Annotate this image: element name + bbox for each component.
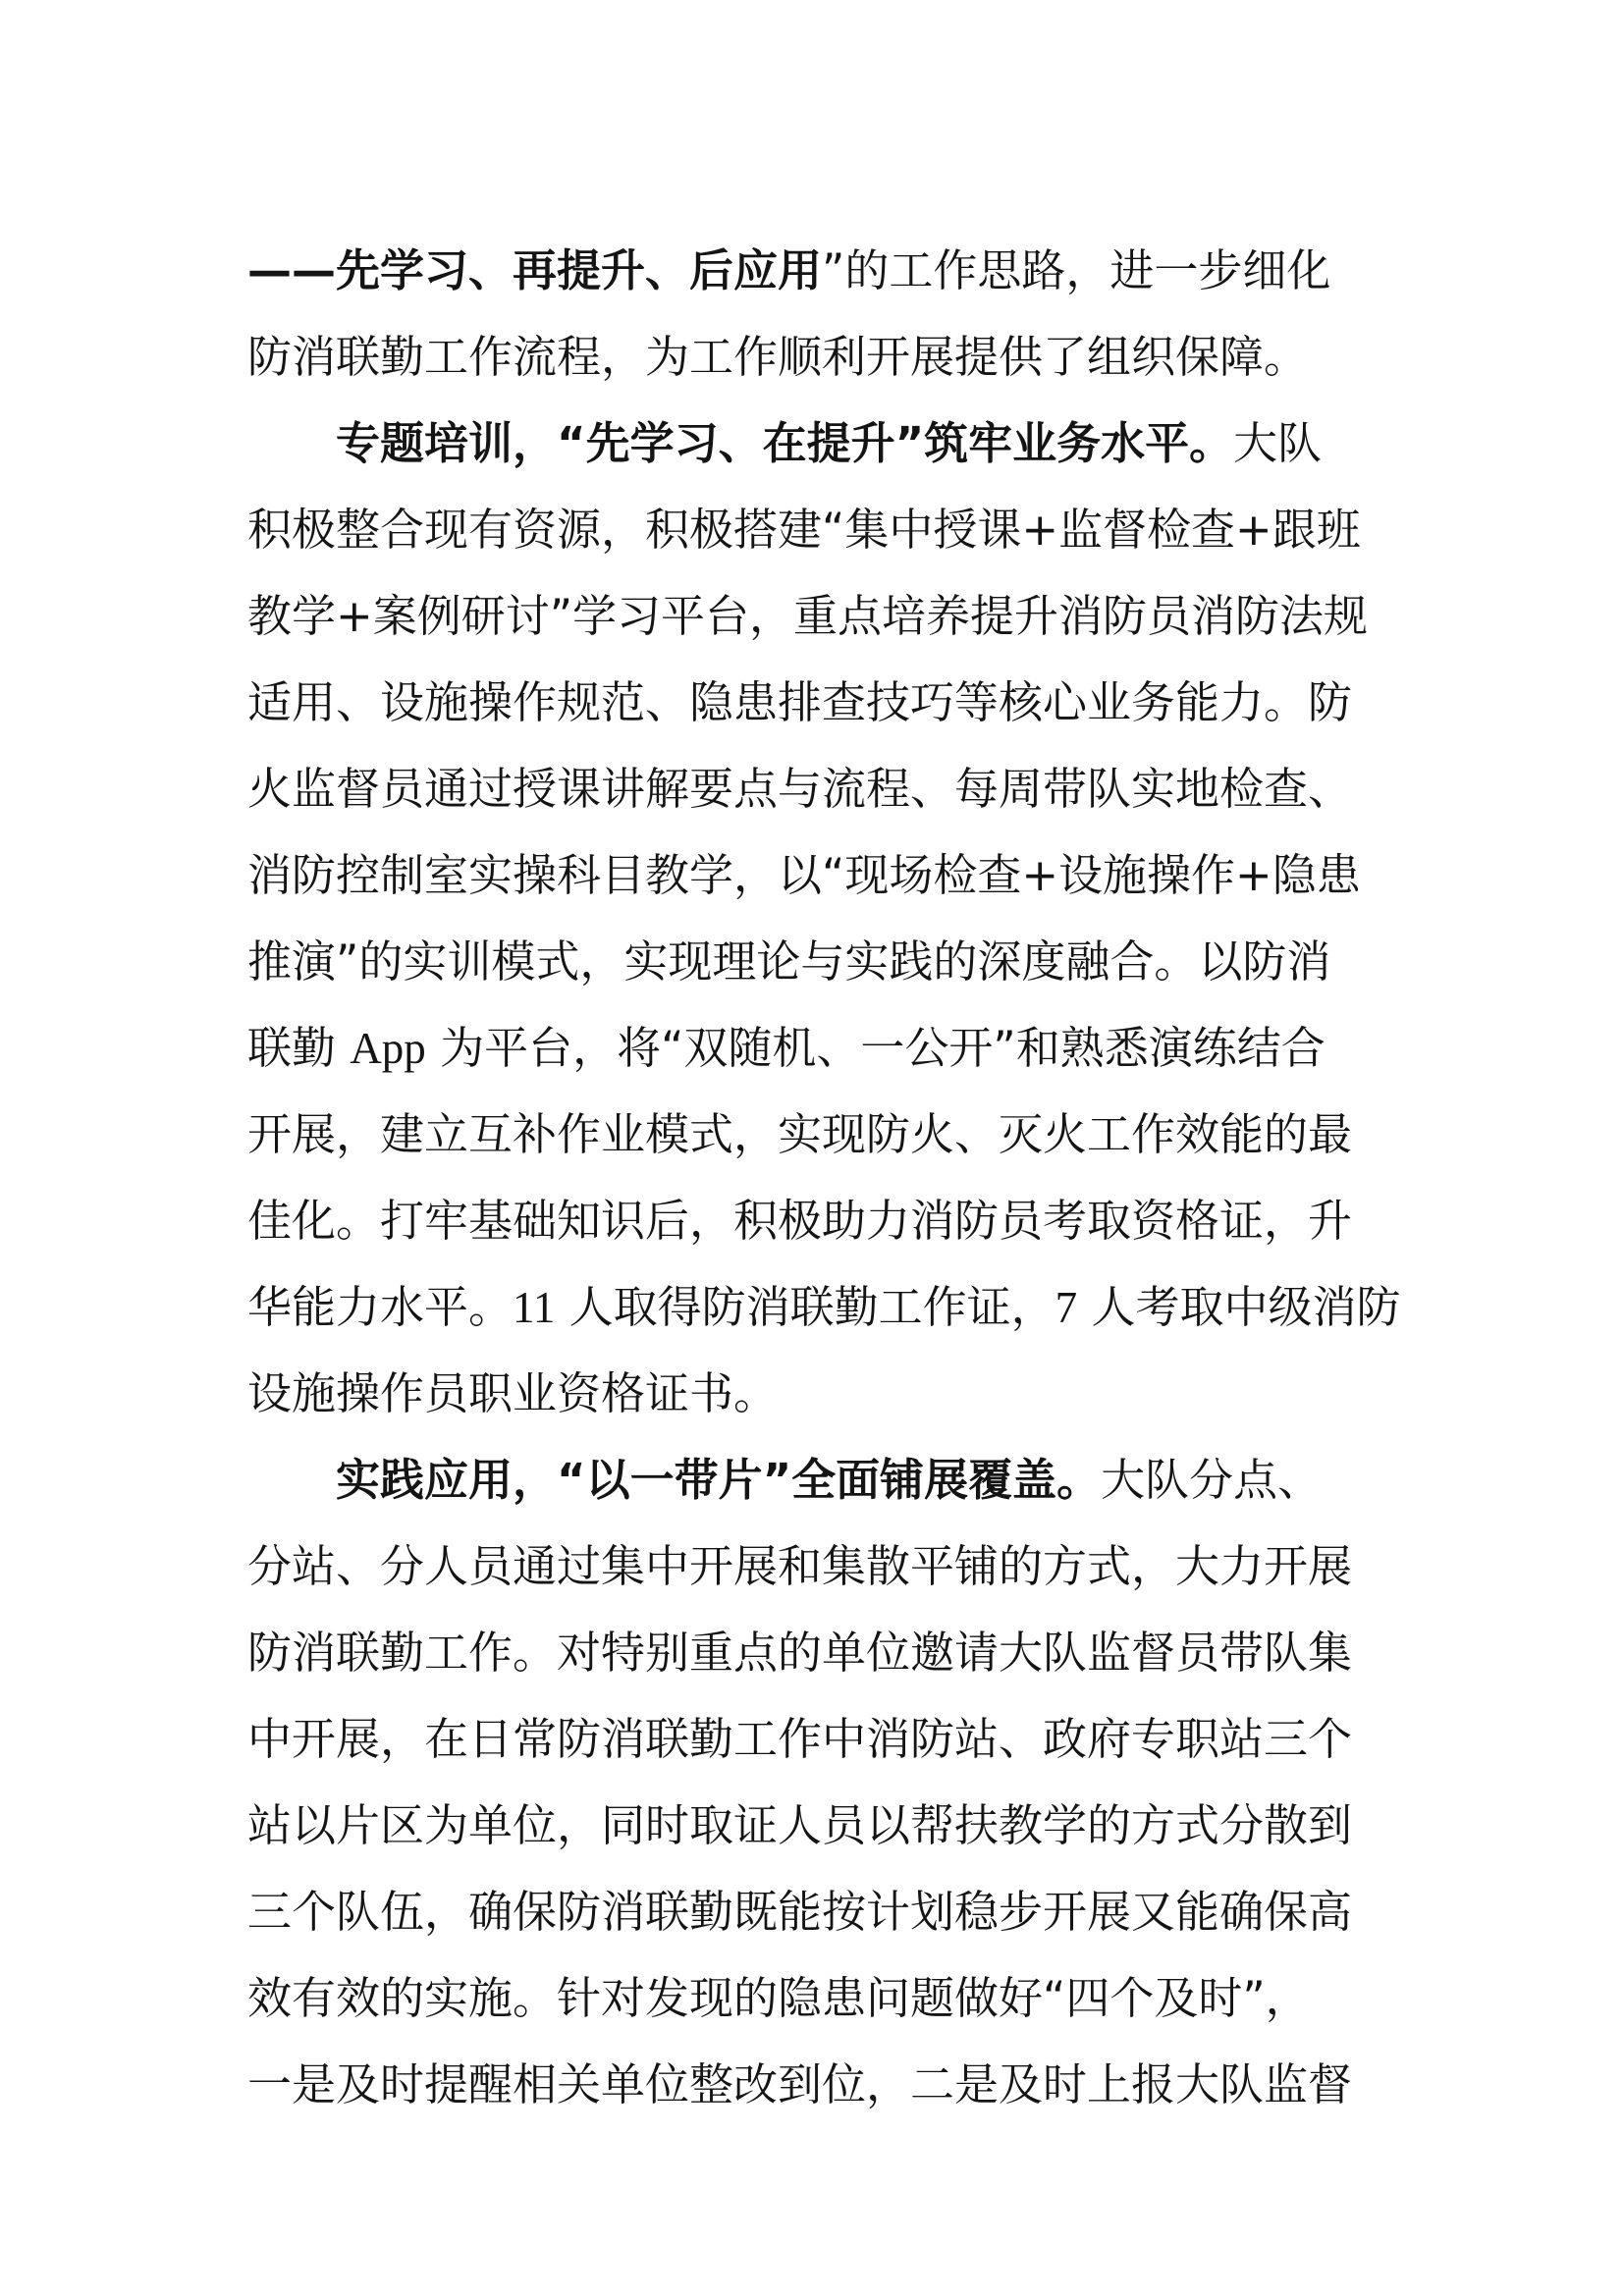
paragraph-2-line-12: 设施操作员职业资格证书。 xyxy=(247,1367,779,1419)
paragraph-3-line-3: 防消联勤工作。对特别重点的单位邀请大队监督员带队集 xyxy=(247,1627,1353,1679)
line-text: ”的工作思路，进一步细化 xyxy=(822,244,1331,296)
number-seven: 7 xyxy=(1055,1283,1078,1332)
paragraph-2-line-2: 积极整合现有资源，积极搭建“集中授课+监督检查+跟班 xyxy=(247,504,1361,556)
paragraph-2-line-8 xyxy=(247,1005,1386,1092)
line-text: 联勤 xyxy=(247,1022,351,1074)
line-text: 大队分点、 xyxy=(1101,1454,1323,1506)
paragraph-2-line-6: 消防控制室实操科目教学，以“现场检查+设施操作+隐患 xyxy=(247,849,1361,901)
paragraph-2-line-1 xyxy=(247,400,1386,487)
paragraph-3-line-4: 中开展，在日常防消联勤工作中消防站、政府专职站三个 xyxy=(247,1713,1353,1765)
app-word: App xyxy=(350,1024,426,1073)
line-text: 华能力水平。 xyxy=(247,1281,514,1333)
paragraph-2-line-4: 适用、设施操作规范、隐患排查技巧等核心业务能力。防 xyxy=(247,676,1353,728)
paragraph-3-line-8: 一是及时提醒相关单位整改到位，二是及时上报大队监督 xyxy=(247,2058,1353,2110)
paragraph-3-line-2: 分站、分人员通过集中开展和集散平铺的方式，大力开展 xyxy=(247,1540,1353,1592)
line-text: 人取得防消联勤工作证， xyxy=(555,1281,1055,1333)
paragraph-2-line-9: 开展，建立互补作业模式，实现防火、灭火工作效能的最 xyxy=(247,1108,1353,1160)
paragraph-3-line-7: 效有效的实施。针对发现的隐患问题做好“四个及时”， xyxy=(247,1972,1310,2024)
paragraph-1-line-1 xyxy=(247,228,1386,314)
paragraph-1-line-2: 防消联勤工作流程，为工作顺利开展提供了组织保障。 xyxy=(247,331,1309,383)
paragraph-2-line-3: 教学+案例研讨”学习平台，重点培养提升消防员消防法规 xyxy=(247,590,1369,642)
paragraph-3-line-1 xyxy=(247,1437,1386,1523)
number-eleven: 11 xyxy=(513,1283,556,1332)
line-text: 大队 xyxy=(1233,417,1323,469)
paragraph-2-line-7: 推演”的实训模式，实现理论与实践的深度融合。以防消 xyxy=(247,935,1331,988)
paragraph-3-heading: 实践应用，“以一带片”全面铺展覆盖。 xyxy=(336,1454,1102,1506)
paragraph-3-line-6: 三个队伍，确保防消联勤既能按计划稳步开展又能确保高 xyxy=(247,1886,1353,1938)
paragraph-2-line-5: 火监督员通过授课讲解要点与流程、每周带队实地检查、 xyxy=(247,763,1353,815)
line-text: 人考取中级消防 xyxy=(1077,1281,1401,1333)
paragraph-2-line-11 xyxy=(247,1264,1401,1351)
paragraph-2-line-10: 佳化。打牢基础知识后，积极助力消防员考取资格证，升 xyxy=(247,1195,1353,1247)
line-text: 为平台，将“双随机、一公开”和熟悉演练结合 xyxy=(425,1022,1325,1074)
paragraph-2-heading: 专题培训，“先学习、在提升”筑牢业务水平。 xyxy=(336,417,1234,469)
bold-phrase: ——先学习、再提升、后应用 xyxy=(247,244,823,296)
body-text xyxy=(247,228,1401,2128)
paragraph-3-line-5: 站以片区为单位，同时取证人员以帮扶教学的方式分散到 xyxy=(247,1799,1353,1851)
